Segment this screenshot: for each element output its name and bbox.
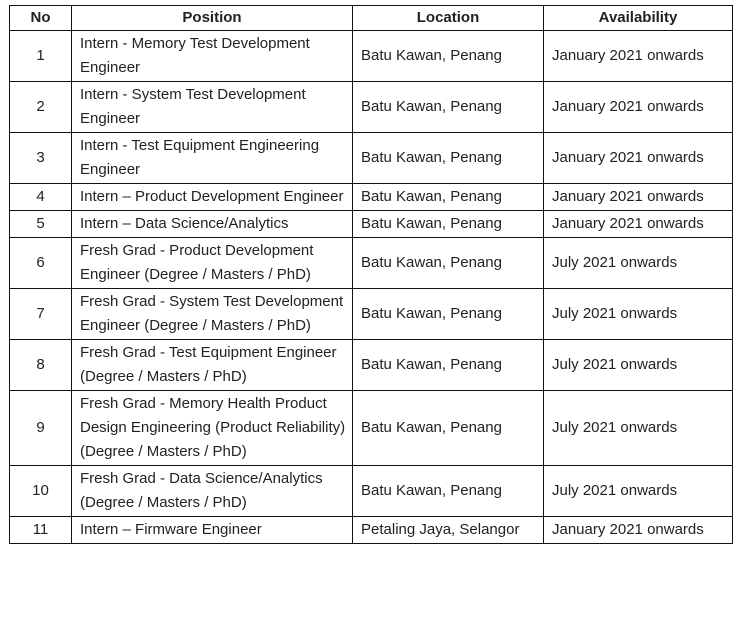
row-location: Batu Kawan, Penang [353, 184, 544, 211]
row-no: 9 [10, 391, 72, 466]
row-position: Fresh Grad - Data Science/Analytics (Degree / Masters / PhD) [72, 466, 353, 517]
table-row [10, 391, 733, 466]
header-location: Location [353, 6, 544, 31]
row-availability: July 2021 onwards [544, 466, 733, 517]
row-availability: January 2021 onwards [544, 211, 733, 238]
row-position: Intern - System Test Development Engineer [72, 82, 353, 133]
row-availability: January 2021 onwards [544, 133, 733, 184]
row-location: Batu Kawan, Penang [353, 133, 544, 184]
row-availability: January 2021 onwards [544, 82, 733, 133]
row-availability: January 2021 onwards [544, 31, 733, 82]
table-row [10, 517, 733, 544]
row-position: Intern – Firmware Engineer [72, 517, 353, 544]
row-no: 2 [10, 82, 72, 133]
row-no: 7 [10, 289, 72, 340]
positions-table [9, 5, 733, 544]
row-location: Batu Kawan, Penang [353, 238, 544, 289]
row-position: Fresh Grad - Memory Health Product Design Engineering (Product Reliability) (Degree / Masters / PhD) [72, 391, 353, 466]
header-no: No [10, 6, 72, 31]
row-location: Batu Kawan, Penang [353, 289, 544, 340]
table-row [10, 82, 733, 133]
row-location: Petaling Jaya, Selangor [353, 517, 544, 544]
row-availability: July 2021 onwards [544, 391, 733, 466]
row-no: 11 [10, 517, 72, 544]
row-position: Intern – Product Development Engineer [72, 184, 353, 211]
row-availability: January 2021 onwards [544, 184, 733, 211]
row-availability: July 2021 onwards [544, 340, 733, 391]
row-location: Batu Kawan, Penang [353, 466, 544, 517]
table-row [10, 289, 733, 340]
row-availability: July 2021 onwards [544, 289, 733, 340]
header-position: Position [72, 6, 353, 31]
row-location: Batu Kawan, Penang [353, 391, 544, 466]
row-no: 3 [10, 133, 72, 184]
row-no: 1 [10, 31, 72, 82]
table-row [10, 238, 733, 289]
header-availability: Availability [544, 6, 733, 31]
table-row [10, 211, 733, 238]
row-availability: January 2021 onwards [544, 517, 733, 544]
row-position: Fresh Grad - Product Development Engineer (Degree / Masters / PhD) [72, 238, 353, 289]
table-row [10, 31, 733, 82]
row-position: Fresh Grad - System Test Development Engineer (Degree / Masters / PhD) [72, 289, 353, 340]
table-row [10, 466, 733, 517]
table-row [10, 184, 733, 211]
row-no: 8 [10, 340, 72, 391]
row-location: Batu Kawan, Penang [353, 211, 544, 238]
row-position: Intern - Test Equipment Engineering Engineer [72, 133, 353, 184]
row-no: 6 [10, 238, 72, 289]
table-row [10, 340, 733, 391]
row-availability: July 2021 onwards [544, 238, 733, 289]
row-no: 10 [10, 466, 72, 517]
table-row [10, 133, 733, 184]
row-position: Fresh Grad - Test Equipment Engineer (Degree / Masters / PhD) [72, 340, 353, 391]
row-no: 4 [10, 184, 72, 211]
row-location: Batu Kawan, Penang [353, 82, 544, 133]
row-no: 5 [10, 211, 72, 238]
row-position: Intern - Memory Test Development Engineer [72, 31, 353, 82]
row-location: Batu Kawan, Penang [353, 31, 544, 82]
header-row [10, 6, 733, 31]
row-position: Intern – Data Science/Analytics [72, 211, 353, 238]
row-location: Batu Kawan, Penang [353, 340, 544, 391]
